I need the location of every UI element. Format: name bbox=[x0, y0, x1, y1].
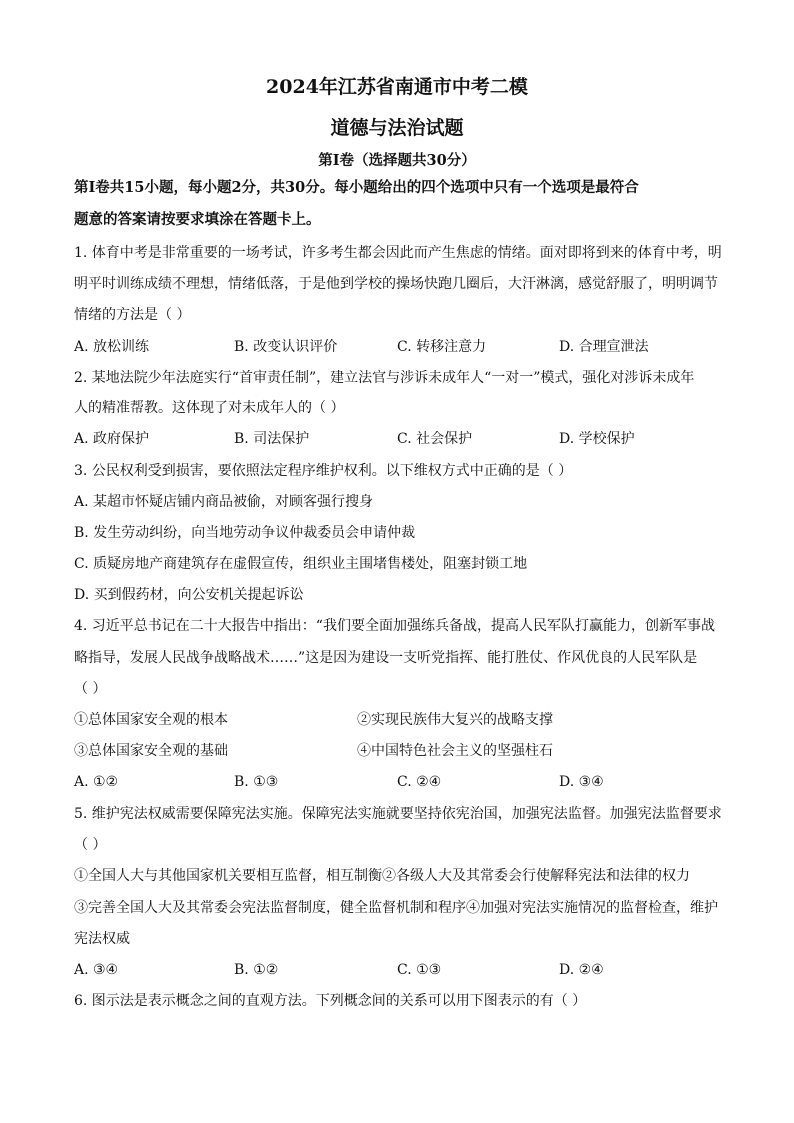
instruction-line: 第Ⅰ卷共15小题，每小题2分，共30分。每小题给出的四个选项中只有一个选项是最符合 bbox=[74, 179, 639, 196]
question-5-stem: 5. 维护宪法权威需要保障宪法实施。保障宪法实施就要坚持依宪治国，加强宪法监督。加强宪法监督要求 bbox=[74, 806, 722, 822]
question-3-option-b: B. 发生劳动纠纷，向当地劳动争议仲裁委员会申请仲裁 bbox=[74, 525, 416, 541]
question-3-option-a: A. 某超市怀疑店铺内商品被偷，对顾客强行搜身 bbox=[74, 494, 374, 510]
question-1-stem: 1. 体育中考是非常重要的一场考试，许多考生都会因此而产生焦虑的情绪。面对即将到来的体育中考，明 bbox=[74, 245, 722, 261]
question-3-option-c: C. 质疑房地产商建筑存在虚假宣传，组织业主围堵售楼处，阻塞封锁工地 bbox=[74, 556, 528, 572]
exam-title: 2024年江苏省南通市中考二模 bbox=[266, 76, 528, 98]
question-1-option-b: B. 改变认识评价 bbox=[234, 339, 338, 355]
question-3-stem: 3. 公民权利受到损害，要依照法定程序维护权利。以下维权方式中正确的是（ ） bbox=[74, 463, 573, 479]
question-2-option-b: B. 司法保护 bbox=[234, 431, 310, 447]
question-5-option-a: A. ③④ bbox=[74, 962, 119, 978]
question-2-option-d: D. 学校保护 bbox=[559, 431, 635, 447]
subject-title: 道德与法治试题 bbox=[330, 117, 464, 139]
question-4-stem: （ ） bbox=[74, 681, 107, 697]
question-4-stem: 略指导，发展人民战争战略战术……”这是因为建设一支听党指挥、能打胜仗、作风优良的人民军队是 bbox=[74, 650, 698, 666]
question-5-statement: ③完善全国人大及其常委会宪法监督制度，健全监督机制和程序④加强对宪法实施情况的监督检查，维护 bbox=[74, 900, 718, 916]
question-4-option-a: A. ①② bbox=[74, 774, 119, 790]
question-1-stem: 情绪的方法是（ ） bbox=[74, 307, 191, 323]
question-5-statement: 宪法权威 bbox=[74, 931, 130, 947]
question-4-statement: ④中国特色社会主义的坚强柱石 bbox=[357, 743, 553, 759]
question-2-option-c: C. 社会保护 bbox=[397, 431, 473, 447]
question-2-stem: 2. 某地法院少年法庭实行“首审责任制”，建立法官与涉诉未成年人“一对一”模式，强化对涉诉未成年 bbox=[74, 370, 695, 386]
question-4-option-b: B. ①③ bbox=[234, 774, 279, 790]
question-4-statement: ②实现民族伟大复兴的战略支撑 bbox=[357, 712, 553, 728]
question-6-stem: 6. 图示法是表示概念之间的直观方法。下列概念间的关系可以用下图表示的有（ ） bbox=[74, 993, 587, 1009]
instruction-line: 题意的答案请按要求填涂在答题卡上。 bbox=[74, 211, 321, 228]
question-2-stem: 人的精准帮教。这体现了对未成年人的（ ） bbox=[74, 400, 345, 416]
question-5-stem: （ ） bbox=[74, 837, 107, 853]
question-5-option-c: C. ①③ bbox=[397, 962, 442, 978]
question-4-option-c: C. ②④ bbox=[397, 774, 442, 790]
question-1-option-a: A. 放松训练 bbox=[74, 339, 150, 355]
question-2-option-a: A. 政府保护 bbox=[74, 431, 150, 447]
question-3-option-d: D. 买到假药材，向公安机关提起诉讼 bbox=[74, 587, 304, 603]
question-4-option-d: D. ③④ bbox=[559, 774, 604, 790]
question-5-statement: ①全国人大与其他国家机关要相互监督，相互制衡②各级人大及其常委会行使解释宪法和法律的权力 bbox=[74, 868, 690, 884]
question-1-stem: 明平时训练成绩不理想，情绪低落，于是他到学校的操场快跑几圈后，大汗淋漓，感觉舒服了，明明调节 bbox=[74, 276, 718, 292]
question-1-option-d: D. 合理宣泄法 bbox=[559, 339, 649, 355]
question-4-stem: 4. 习近平总书记在二十大报告中指出：“我们要全面加强练兵备战，提高人民军队打赢能力，创新军事战 bbox=[74, 618, 715, 634]
section-title: 第Ⅰ卷（选择题共30分） bbox=[318, 152, 476, 169]
question-5-option-d: D. ②④ bbox=[559, 962, 604, 978]
question-4-statement: ①总体国家安全观的根本 bbox=[74, 712, 228, 728]
question-1-option-c: C. 转移注意力 bbox=[397, 339, 487, 355]
question-4-statement: ③总体国家安全观的基础 bbox=[74, 743, 228, 759]
question-5-option-b: B. ①② bbox=[234, 962, 279, 978]
